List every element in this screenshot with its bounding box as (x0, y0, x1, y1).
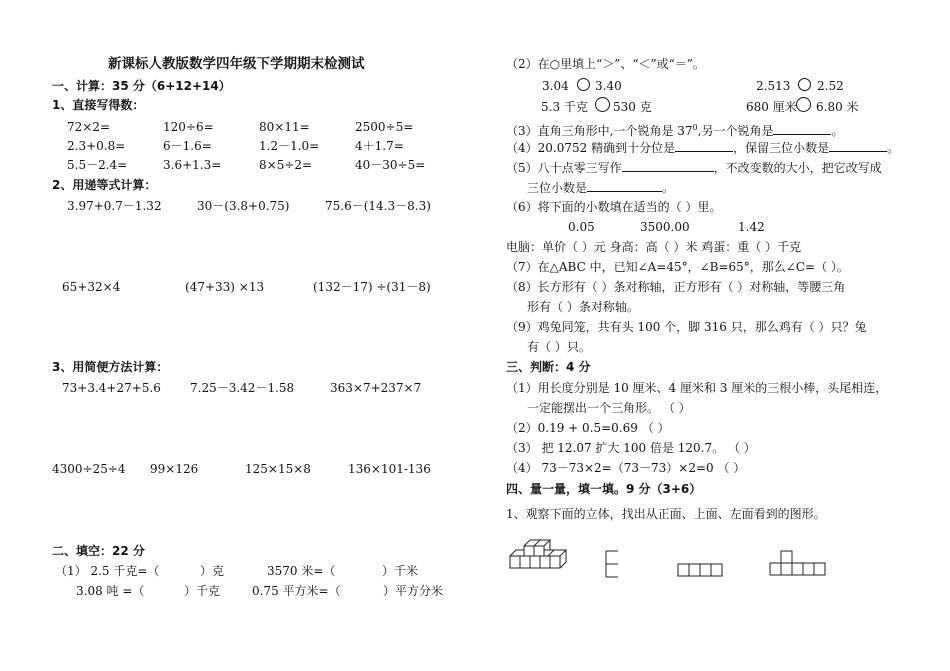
answer-blank[interactable] (622, 160, 714, 172)
judge-4: （4） 73－73×2=（73－73）×2=0 （ ） (506, 461, 746, 475)
section-1-1-header: 1、直接写得数： (52, 98, 145, 112)
direct-calc-item: 5.5－2.4= (67, 158, 128, 172)
direct-calc-item: 4＋1.7= (355, 139, 404, 153)
question-8: （8）长方形有（ ）条对称轴，正方形有（ ）对称轴，等腰三角 (506, 280, 846, 294)
judge-3: （3） 把 12.07 扩大 100 倍是 120.7。 （ ） (506, 441, 756, 455)
direct-calc-item: 120÷6= (163, 120, 214, 134)
question-4: （4）20.0752 精确到十分位是 ，保留三位小数是 。 (506, 141, 900, 155)
compare-right: 6.80 米 (816, 100, 859, 114)
section-1-header: 一、计算：35 分（6+12+14） (52, 79, 231, 93)
judge-1-cont: 一定能摆出一个三角形。 （ ） (527, 401, 691, 415)
decimal-option: 3500.00 (640, 220, 690, 234)
compare-left: 5.3 千克 (541, 100, 588, 114)
fill-item: ）平方分米 (383, 584, 444, 598)
simplify-item: 4300÷25÷4 (52, 462, 126, 476)
direct-calc-item: 3.6+1.3= (163, 158, 222, 172)
question-6: （6）将下面的小数填在适当的（ ）里。 (506, 200, 722, 214)
question-3: （3）直角三角形中,一个锐角是 $37^0$,另一个锐角是 。 (506, 123, 844, 138)
question-9: （9）鸡兔同笼，共有头 100 个，脚 316 只，那么鸡有（ ）只？兔 (506, 320, 867, 334)
stepwise-item: (132－17) ÷(31－8) (313, 280, 431, 294)
section-1-2-header: 2、用递等式计算： (52, 178, 157, 192)
direct-calc-item: 8×5÷2= (259, 158, 313, 172)
fill-item: 3570 米=（ (267, 564, 336, 578)
simplify-item: 7.25－3.42－1.58 (190, 381, 295, 395)
stepwise-item: (47+33) ×13 (185, 280, 265, 294)
compare-circle[interactable] (595, 97, 610, 112)
stepwise-item: 30－(3.8+0.75) (197, 199, 290, 213)
solid-figure (508, 538, 568, 572)
fill-item: （1） 2.5 千克=（ (55, 564, 160, 578)
judge-1: （1）用长度分别是 10 厘米、4 厘米和 3 厘米的三根小棒，头尾相连， (506, 381, 888, 395)
simplify-item: 363×7+237×7 (330, 381, 422, 395)
simplify-item: 125×15×8 (245, 462, 311, 476)
section-3-header: 三、判断：4 分 (506, 360, 591, 374)
compare-left: 680 厘米 (746, 100, 797, 114)
fill-item: 0.75 平方米=（ (252, 584, 341, 598)
compare-right: 2.52 (817, 79, 844, 93)
direct-calc-item: 40－30÷5= (355, 158, 426, 172)
fill-item: 3.08 吨 =（ (76, 584, 145, 598)
stepwise-item: 75.6－(14.3－8.3) (325, 199, 431, 213)
compare-left: 3.04 (542, 79, 569, 93)
fill-item: ）千克 (184, 584, 221, 598)
section-1-3-header: 3、用简便方法计算： (52, 360, 169, 374)
compare-right: 3.40 (595, 79, 622, 93)
judge-2: （2）0.19 + 0.5=0.69 （ ） (506, 421, 670, 435)
fill-item: ）千米 (382, 564, 419, 578)
compare-left: 2.513 (756, 79, 791, 93)
question-5: （5）八十点零三写作 ，不改变数的大小，把它改写成 (506, 161, 882, 175)
front-view-figure (768, 548, 828, 578)
answer-blank[interactable] (773, 123, 831, 135)
answer-blank[interactable] (587, 180, 662, 192)
decimal-option: 1.42 (738, 220, 765, 234)
section-4-header: 四、量一量，填一填。9 分（3+6） (506, 482, 702, 496)
question-8-cont: 形有（ ）条对称轴。 (527, 300, 639, 314)
compare-circle[interactable] (796, 97, 811, 112)
simplify-item: 73+3.4+27+5.6 (62, 381, 161, 395)
side-view-figure (604, 550, 620, 578)
question-7: （7）在△ABC 中，已知∠A=45°，∠B=65°，那么∠C=（ ）。 (506, 260, 849, 274)
section-4-question-1: 1、观察下面的立体，找出从正面、上面、左面看到的图形。 (506, 507, 826, 521)
answer-blank[interactable] (675, 140, 733, 152)
question-6-row: 电脑：单价（ ）元 身高：高（ ）米 鸡蛋：重（ ）千克 (506, 240, 802, 254)
question-9-cont: 有（ ）只。 (527, 340, 591, 354)
answer-blank[interactable] (829, 140, 887, 152)
direct-calc-item: 72×2= (67, 120, 111, 134)
direct-calc-item: 2.3+0.8= (67, 139, 126, 153)
compare-circle[interactable] (577, 78, 590, 91)
compare-circle[interactable] (798, 78, 811, 91)
section-2-header: 二、填空：22 分 (52, 544, 145, 558)
compare-right: 530 克 (613, 100, 652, 114)
top-view-figure (677, 562, 727, 578)
stepwise-item: 65+32×4 (62, 280, 121, 294)
stepwise-item: 3.97+0.7－1.32 (67, 199, 162, 213)
simplify-item: 136×101-136 (348, 462, 431, 476)
simplify-item: 99×126 (150, 462, 199, 476)
direct-calc-item: 80×11= (259, 120, 310, 134)
question-5-cont: 三位小数是 。 (527, 181, 675, 195)
page-title: 新课标人教版数学四年级下学期期末检测试 (108, 56, 365, 72)
direct-calc-item: 1.2－1.0= (259, 139, 320, 153)
direct-calc-item: 2500÷5= (355, 120, 414, 134)
decimal-option: 0.05 (568, 220, 595, 234)
fill-item: ）克 (200, 564, 225, 578)
direct-calc-item: 6－1.6= (163, 139, 212, 153)
question-2: （2）在○里填上“＞”、“＜”或“＝”。 (506, 57, 705, 71)
